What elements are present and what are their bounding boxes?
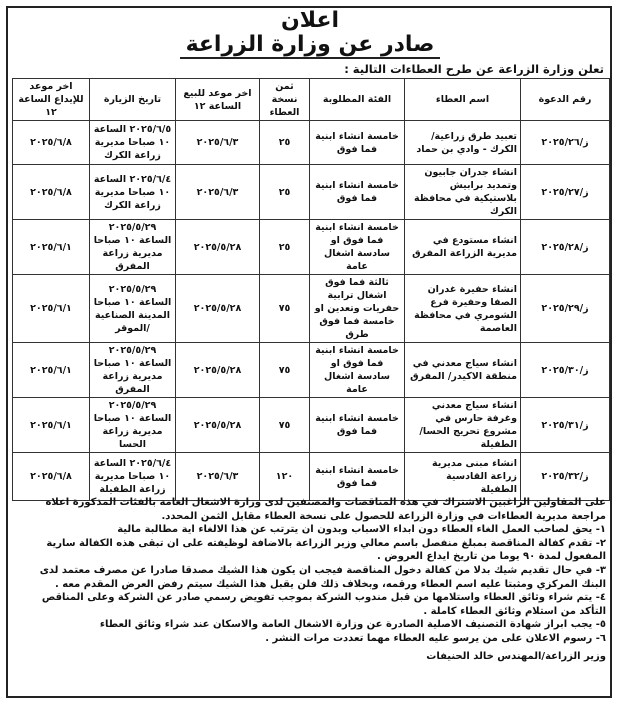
- table-cell: ٢٥: [260, 165, 310, 220]
- table-cell: انشاء مستودع في مديرية الزراعة المفرق: [405, 220, 521, 275]
- column-header: اسم العطاء: [405, 79, 521, 121]
- table-row: [13, 165, 610, 220]
- table-cell: ز/٢٠٢٥/٣١: [521, 398, 610, 453]
- note-item: ٢- تقدم كفالة المناقصة بمبلغ منفصل باسم معالي وزير الزراعة بالاضافة لوظيفته على ان تبقى هذه الكفالة سارية المفعول لمدة ٩٠ يوما من تاريخ ايداع العروض .: [46, 537, 606, 563]
- table-row: [13, 275, 610, 343]
- table-cell: ٢٠٢٥/٦/٣: [176, 453, 260, 501]
- table-cell: ٢٠٢٥/٦/٨: [13, 453, 90, 501]
- table-cell: خامسة انشاء ابنية فما فوق او سادسة اشغال عامة: [310, 220, 405, 275]
- table-cell: ٢٠٢٥/٥/٢٩ الساعة ١٠ صباحا مديرية زراعة المفرق: [90, 220, 176, 275]
- table-cell: خامسة انشاء ابنية فما فوق: [310, 165, 405, 220]
- notes-intro: على المقاولين الراغبين الاشتراك في هذه المناقصات والمصنفين لدى وزارة الاشغال العامة بالفئات المذكورة اعلاه مراجعة مديرية العطاءات في وزارة الزراعة للحصول على نسخة العطاء مقابل الثمن المحدد.: [45, 497, 606, 522]
- subheading-text: صادر عن وزارة الزراعة: [180, 32, 441, 59]
- announcement-heading: اعلان: [280, 8, 340, 33]
- column-header: رقم الدعوة: [521, 79, 610, 121]
- table-cell: انشاء سياج معدني في منطقة الاكيدر/ المفرق: [405, 343, 521, 398]
- table-cell: ٢٠٢٥/٦/١: [13, 275, 90, 343]
- table-cell: ز/٢٠٢٥/٣٢: [521, 453, 610, 501]
- table-row: [13, 343, 610, 398]
- table-cell: ٢٠٢٥/٦/٨: [13, 165, 90, 220]
- table-cell: ز/٢٠٢٥/٢٦: [521, 121, 610, 165]
- table-cell: ٢٠٢٥/٥/٢٩ الساعة ١٠ صباحا مديرية زراعة المفرق: [90, 343, 176, 398]
- table-cell: ٢٠٢٥/٥/٢٩ الساعة ١٠ صباحا المدينة الصناعية /الموقر: [90, 275, 176, 343]
- table-row: [13, 398, 610, 453]
- table-cell: ٢٠٢٥/٥/٢٨: [176, 398, 260, 453]
- table-cell: ٢٠٢٥/٥/٢٩ الساعة ١٠ صباحا مديرية زراعة الحسا: [90, 398, 176, 453]
- column-header: اخر موعد للبيع الساعة ١٢: [176, 79, 260, 121]
- column-header: ثمن نسخة العطاء: [260, 79, 310, 121]
- table-row: [13, 121, 610, 165]
- table-cell: ثالثة فما فوق اشغال ترابية حفريات وتعدين او خامسة فما فوق طرق: [310, 275, 405, 343]
- table-cell: ز/٢٠٢٥/٣٠: [521, 343, 610, 398]
- table-cell: تعبيد طرق زراعية/الكرك - وادي بن حماد: [405, 121, 521, 165]
- column-header: تاريخ الزيارة: [90, 79, 176, 121]
- table-cell: ٢٠٢٥/٦/٤ الساعة ١٠ صباحا مديرية زراعة الكرك: [90, 165, 176, 220]
- table-cell: ٢٠٢٥/٦/٣: [176, 121, 260, 165]
- table-cell: ٢٠٢٥/٦/١: [13, 398, 90, 453]
- table-cell: ١٢٠: [260, 453, 310, 501]
- table-body: [13, 121, 610, 501]
- table-cell: ٢٠٢٥/٦/٨: [13, 121, 90, 165]
- tenders-table: [12, 78, 610, 501]
- table-row: [13, 453, 610, 501]
- notes-section: [14, 496, 606, 663]
- column-header: اخر موعد للإيداع الساعة ١٢: [13, 79, 90, 121]
- note-item: ٦- رسوم الاعلان على من يرسو عليه العطاء مهما تعددت مرات النشر .: [265, 632, 606, 644]
- table-cell: انشاء جدران جابيون وتمديد برابيش بلاستيكية في محافظة الكرك: [405, 165, 521, 220]
- table-cell: انشاء حفيرة غدران الصفا وحفيرة فرع الشومري في محافظة العاصمة: [405, 275, 521, 343]
- table-cell: خامسة انشاء ابنية فما فوق او سادسة اشغال عامة: [310, 343, 405, 398]
- note-item: ٣- في حال تقديم شيك بدلا من كفالة دخول المناقصة فيجب ان يكون هذا الشيك مصدقا صادرا عن مصرف معتمد لدى البنك المركزي ومثبتا عليه اسم العطاء ورقمه، وبخلاف ذلك فلن يقبل هذا الشيك سيتم رفض العرض المقدم معه .: [39, 564, 606, 590]
- table-cell: انشاء سياج معدني وغرفة حارس في مشروع تحريج الحسا/الطفيلة: [405, 398, 521, 453]
- table-row: [13, 220, 610, 275]
- table-cell: انشاء مبنى مديرية زراعة القادسية الطفيلة: [405, 453, 521, 501]
- table-cell: ز/٢٠٢٥/٢٨: [521, 220, 610, 275]
- table-cell: ٢٠٢٥/٦/١: [13, 343, 90, 398]
- table-cell: ٢٠٢٥/٦/٣: [176, 165, 260, 220]
- announcement-subheading: [0, 32, 620, 58]
- table-cell: ٢٠٢٥/٥/٢٨: [176, 343, 260, 398]
- table-cell: خامسة انشاء ابنية فما فوق: [310, 453, 405, 501]
- note-item: ٥- يجب ابراز شهادة التصنيف الاصلية الصادرة عن وزارة الاشغال العامة والاسكان عند شراء وثائق العطاء: [99, 619, 606, 631]
- table-cell: خامسة انشاء ابنية فما فوق: [310, 398, 405, 453]
- notes-list: [14, 523, 606, 645]
- table-cell: ٢٠٢٥/٦/٥ الساعة ١٠ صباحا مديرية زراعة الكرك: [90, 121, 176, 165]
- table-cell: ٧٥: [260, 343, 310, 398]
- intro-text: تعلن وزارة الزراعة عن طرح العطاءات التالية :: [344, 62, 604, 76]
- column-header: الفئة المطلوبة: [310, 79, 405, 121]
- table-cell: ز/٢٠٢٥/٢٩: [521, 275, 610, 343]
- table-cell: ٢٠٢٥/٦/٤ الساعة ١٠ صباحا مديرية زراعة الطفيلة: [90, 453, 176, 501]
- table-cell: ٢٠٢٥/٦/١: [13, 220, 90, 275]
- table-cell: ٧٥: [260, 275, 310, 343]
- table-cell: ٧٥: [260, 398, 310, 453]
- note-item: ٤- يتم شراء وثائق العطاء واستلامها من قبل مندوب الشركة بموجب تفويض رسمي صادر عن الشركة وعلى المناقص التأكد من استلام وثائق العطاء كاملة .: [41, 592, 606, 617]
- table-cell: ز/٢٠٢٥/٢٧: [521, 165, 610, 220]
- table-cell: خامسة انشاء ابنية فما فوق: [310, 121, 405, 165]
- minister-signature: وزير الزراعة/المهندس خالد الحنيفات: [426, 650, 606, 662]
- table-cell: ٢٠٢٥/٥/٢٨: [176, 275, 260, 343]
- table-cell: ٢٥: [260, 220, 310, 275]
- table-cell: ٢٠٢٥/٥/٢٨: [176, 220, 260, 275]
- note-item: ١- يحق لصاحب العمل الغاء العطاء دون ابداء الاسباب وبدون ان يترتب عن هذا الالغاء اية مطالبة مالية: [117, 524, 606, 536]
- table-cell: ٢٥: [260, 121, 310, 165]
- table-header-row: [13, 79, 610, 121]
